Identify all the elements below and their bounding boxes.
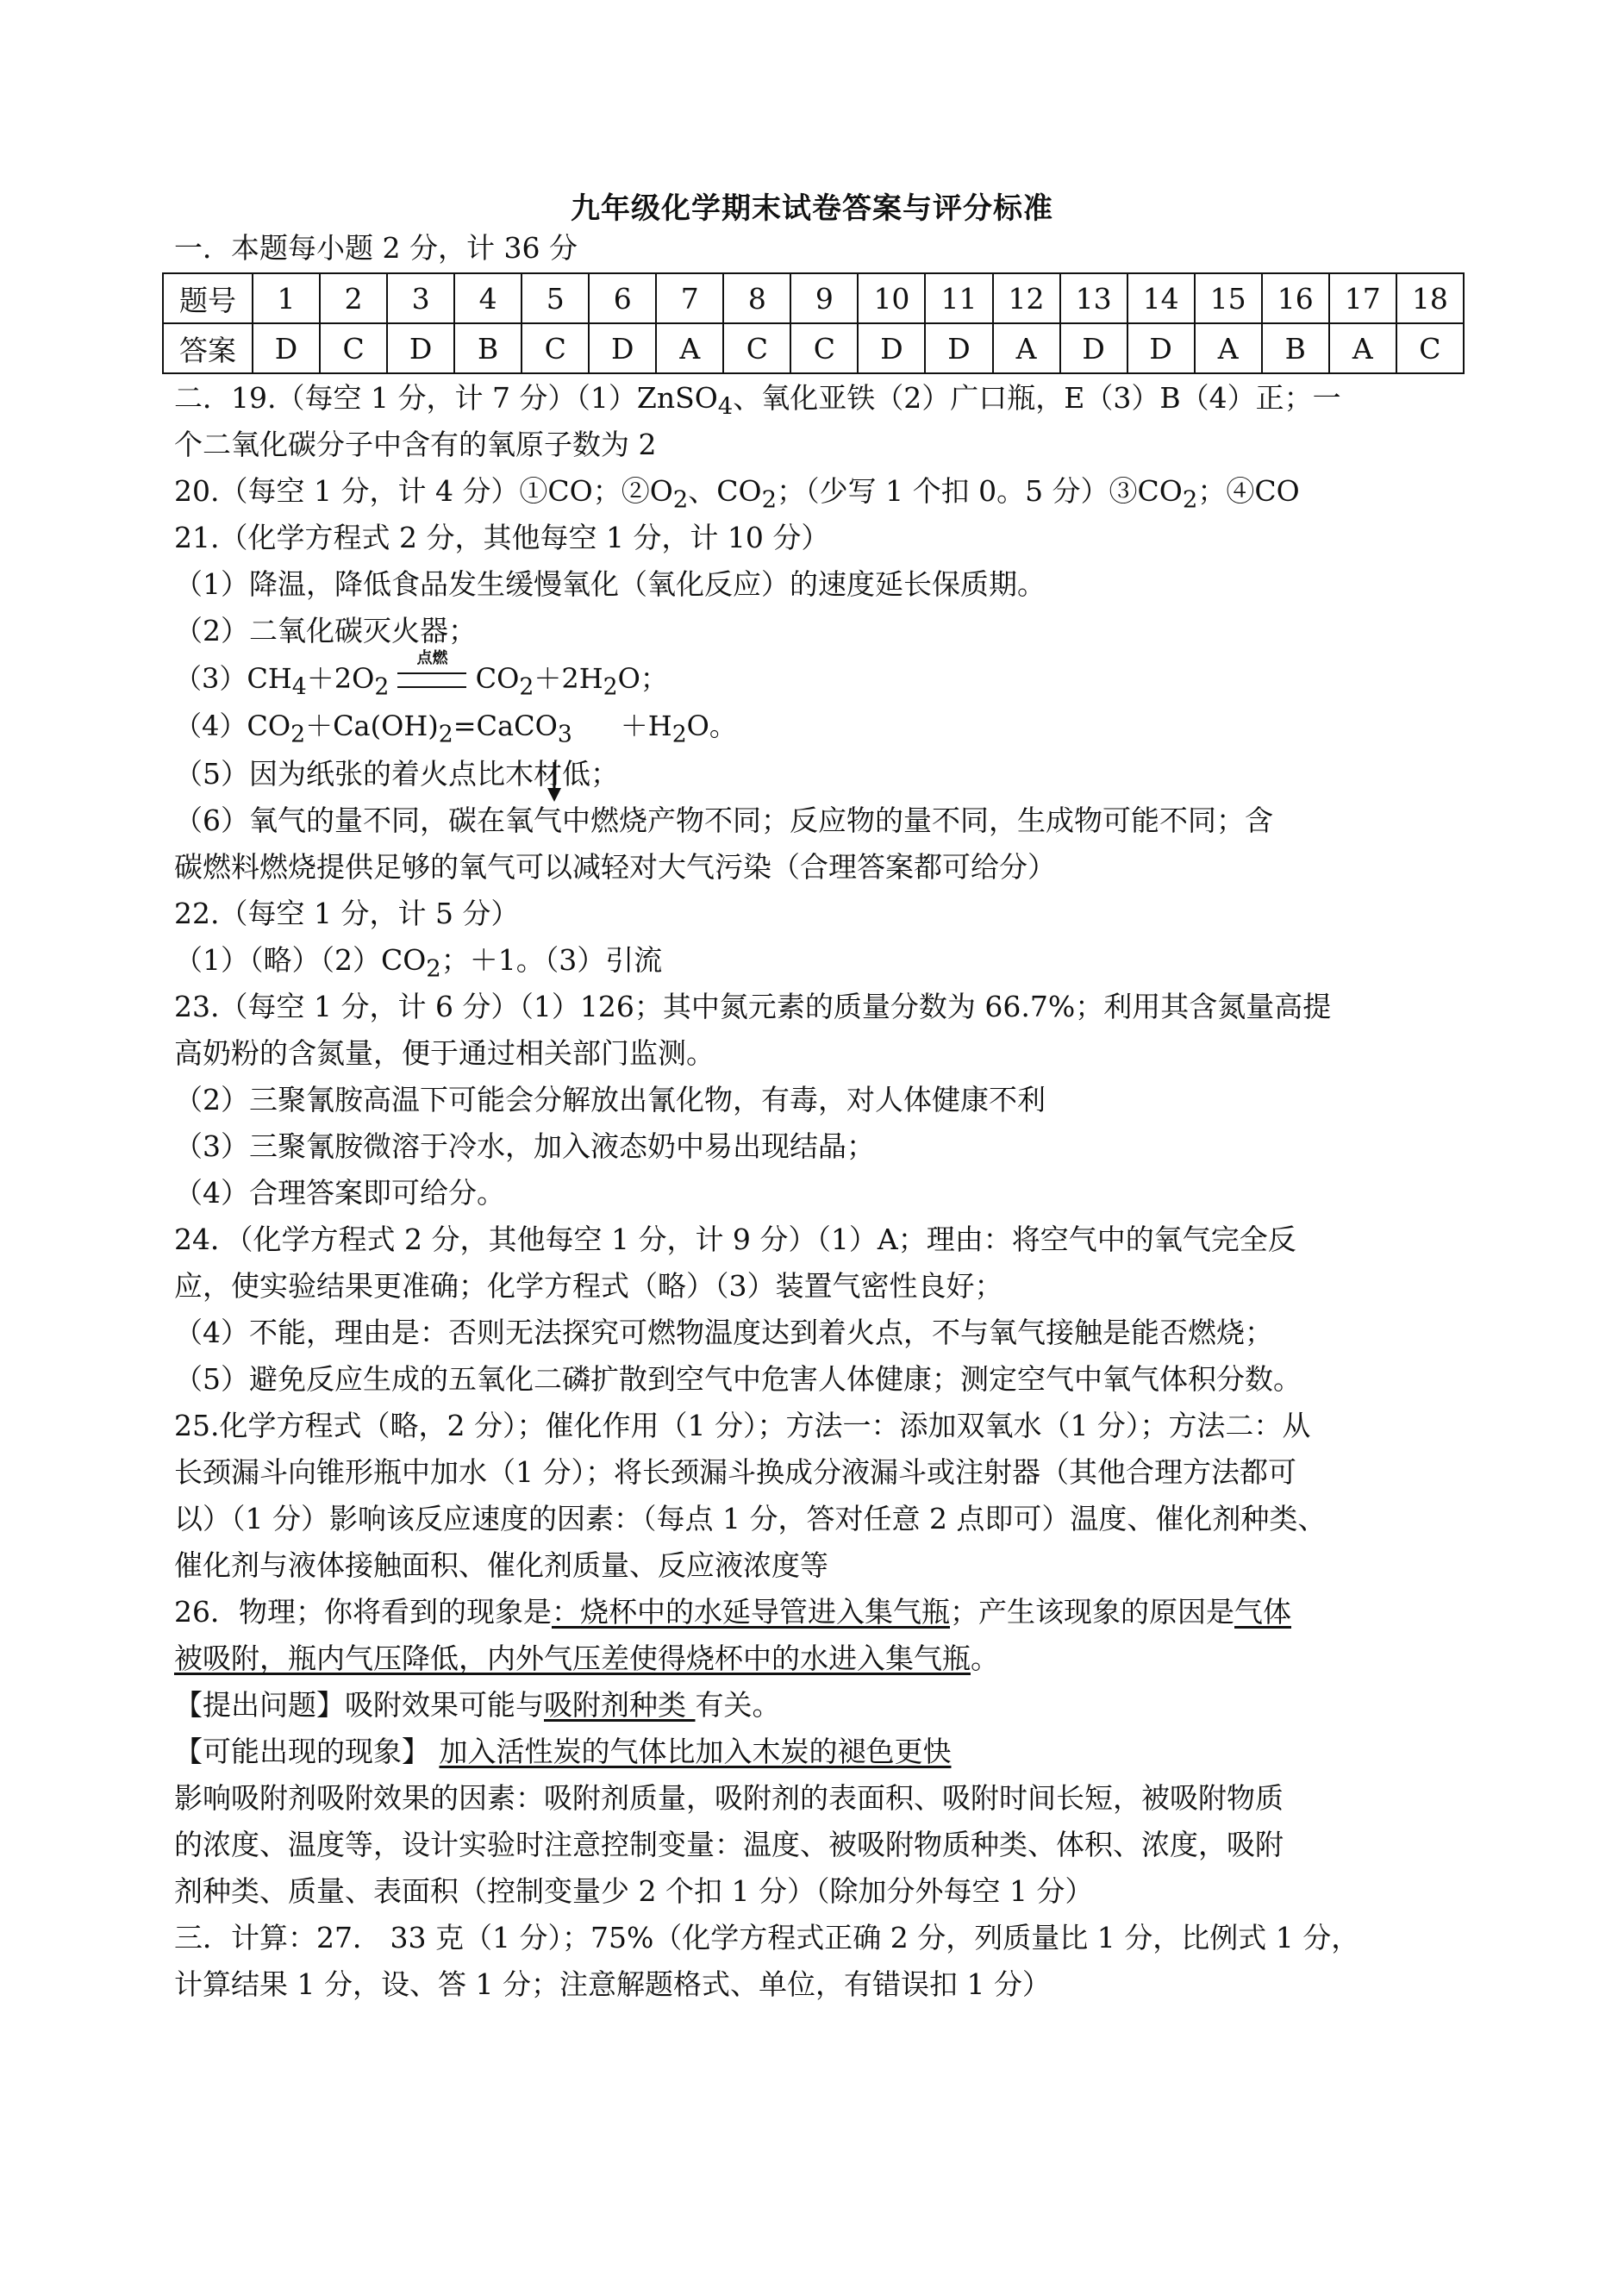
answer-cell: D (858, 323, 925, 373)
answer-line-25a: 25.化学方程式（略，2 分）；催化作用（1 分）；方法一：添加双氧水（1 分）；方法二：从 (174, 1409, 1311, 1442)
page-title: 九年级化学期末试卷答案与评分标准 (571, 191, 1053, 226)
question-number: 15 (1195, 273, 1262, 323)
answer-line-21-1: （1）降温，降低食品发生缓慢氧化（氧化反应）的速度延长保质期。 (174, 567, 1046, 601)
answer-line-27b: 计算结果 1 分，设、答 1 分；注意解题格式、单位，有错误扣 1 分） (174, 1967, 1051, 2001)
row-label: 题号 (163, 273, 253, 323)
question-number: 13 (1060, 273, 1127, 323)
answer-cell: C (1396, 323, 1464, 373)
answer-line-19a: 二．19.（每空 1 分，计 7 分）（1）ZnSO$_4$、氧化亚铁（2）广口瓶，E（3）B（4）正；一 (174, 381, 1341, 421)
question-number: 16 (1262, 273, 1329, 323)
answer-line-22-1: （1）（略）$(2)CO_2$；＋1。（3）引流 (174, 943, 663, 983)
answer-line-26b: 被吸附，瓶内气压降低，内外气压差使得烧杯中的水进入集气瓶。 (174, 1642, 999, 1675)
answer-cell: C (320, 323, 387, 373)
question-number: 2 (320, 273, 387, 323)
answer-cell: C (790, 323, 858, 373)
answer-line-26d: 【可能出现的现象】 加入活性炭的气体比加入木炭的褪色更快 (174, 1735, 952, 1768)
answer-line-27a: 三．计算：27． 33 克（1 分）；75%（化学方程式正确 2 分，列质量比 1 分，比例式 1 分， (174, 1921, 1360, 1954)
question-number: 11 (925, 273, 992, 323)
answer-cell: A (993, 323, 1060, 373)
answer-cell: D (925, 323, 992, 373)
chemical-equation-21-4: $(4)CO_2+Ca(OH)_2=CaCO_3 +H_2O$。 (174, 710, 737, 748)
answer-line-21: 21.（化学方程式 2 分，其他每空 1 分，计 10 分） (174, 521, 830, 554)
question-number: 10 (858, 273, 925, 323)
answer-cell: A (656, 323, 723, 373)
question-number-row (163, 273, 1464, 323)
answer-line-24a: 24．（化学方程式 2 分，其他每空 1 分，计 9 分）（1）A；理由：将空气中的氧气完全反 (174, 1223, 1296, 1256)
answer-line-26f: 的浓度、温度等，设计实验时注意控制变量：温度、被吸附物质种类、体积、浓度，吸附 (174, 1828, 1284, 1861)
question-number: 3 (387, 273, 454, 323)
question-number: 1 (253, 273, 320, 323)
answer-line-21-6b: 碳燃料燃烧提供足够的氧气可以减轻对大气污染（合理答案都可给分） (174, 850, 1056, 884)
answer-cell: D (589, 323, 656, 373)
answer-line-26c: 【提出问题】吸附效果可能与吸附剂种类 有关。 (174, 1688, 781, 1722)
answer-line-23a: 23.（每空 1 分，计 6 分）（1）126；其中氮元素的质量分数为 66.7%；利用其含氮量高提 (174, 990, 1332, 1023)
answer-line-24b: 应，使实验结果更准确；化学方程式（略）（3）装置气密性良好； (174, 1269, 1003, 1303)
question-number: 5 (522, 273, 589, 323)
answer-line-25d: 催化剂与液体接触面积、催化剂质量、反应液浓度等 (174, 1548, 828, 1582)
question-number: 17 (1329, 273, 1396, 323)
answer-line-23-3: （3）三聚氰胺微溶于冷水，加入液态奶中易出现结晶； (174, 1129, 875, 1163)
question-number: 14 (1127, 273, 1195, 323)
answer-cell: D (253, 323, 320, 373)
answer-line-24-4: （4）不能，理由是：否则无法探究可燃物温度达到着火点，不与氧气接触是能否燃烧； (174, 1316, 1273, 1349)
answer-cell: D (1127, 323, 1195, 373)
question-number: 18 (1396, 273, 1464, 323)
answer-cell: B (1262, 323, 1329, 373)
answer-line-23b: 高奶粉的含氮量，便于通过相关部门监测。 (174, 1036, 715, 1070)
answer-line-21-5: （5）因为纸张的着火点比木材低； (174, 757, 619, 791)
question-number: 8 (723, 273, 790, 323)
answer-line-24-5: （5）避免反应生成的五氧化二磷扩散到空气中危害人体健康；测定空气中氧气体积分数。 (174, 1362, 1302, 1396)
answer-line-26e: 影响吸附剂吸附效果的因素：吸附剂质量，吸附剂的表面积、吸附时间长短，被吸附物质 (174, 1781, 1284, 1815)
answer-table (162, 272, 1465, 374)
answer-cell: B (454, 323, 522, 373)
answer-line-25c: 以）（1 分）影响该反应速度的因素：（每点 1 分，答对任意 2 点即可）温度、催化剂种类、 (174, 1502, 1327, 1535)
answer-cell: C (723, 323, 790, 373)
question-number: 12 (993, 273, 1060, 323)
answer-cell: D (387, 323, 454, 373)
answer-cell: A (1329, 323, 1396, 373)
answer-line-23-4: （4）合理答案即可给分。 (174, 1176, 505, 1210)
question-number: 9 (790, 273, 858, 323)
section1-heading: 一．本题每小题 2 分，计 36 分 (174, 231, 578, 265)
answer-line-21-2: （2）二氧化碳灭火器； (174, 614, 477, 647)
chemical-equation-21-3: $(3)CH_4+2O_2$ 点燃 $CO_2+2H_2O$； (174, 649, 668, 701)
answer-row (163, 323, 1464, 373)
answer-line-26a: 26．物理；你将看到的现象是：烧杯中的水延导管进入集气瓶；产生该现象的原因是气体 (174, 1595, 1291, 1629)
answer-line-21-6a: （6）氧气的量不同，碳在氧气中燃烧产物不同；反应物的量不同，生成物可能不同；含 (174, 804, 1273, 837)
answer-line-19b: 个二氧化碳分子中含有的氧原子数为 2 (174, 428, 657, 461)
answer-line-26g: 剂种类、质量、表面积（控制变量少 2 个扣 1 分）（除加分外每空 1 分） (174, 1874, 1094, 1908)
answer-line-20: 20.（每空 1 分，计 4 分）①CO；$②O_2$、$CO_2$；（少写 1 个扣 0。5 分）$③CO_2$；④CO (174, 474, 1300, 514)
row-label: 答案 (163, 323, 253, 373)
question-number: 4 (454, 273, 522, 323)
answer-cell: C (522, 323, 589, 373)
reaction-condition-sign: 点燃 (397, 660, 466, 688)
question-number: 6 (589, 273, 656, 323)
answer-line-23-2: （2）三聚氰胺高温下可能会分解放出氰化物，有毒，对人体健康不利 (174, 1083, 1046, 1116)
answer-cell: A (1195, 323, 1262, 373)
answer-line-22: 22.（每空 1 分，计 5 分） (174, 897, 520, 930)
question-number: 7 (656, 273, 723, 323)
answer-cell: D (1060, 323, 1127, 373)
answer-line-25b: 长颈漏斗向锥形瓶中加水（1 分）；将长颈漏斗换成分液漏斗或注射器（其他合理方法都可 (174, 1455, 1296, 1489)
